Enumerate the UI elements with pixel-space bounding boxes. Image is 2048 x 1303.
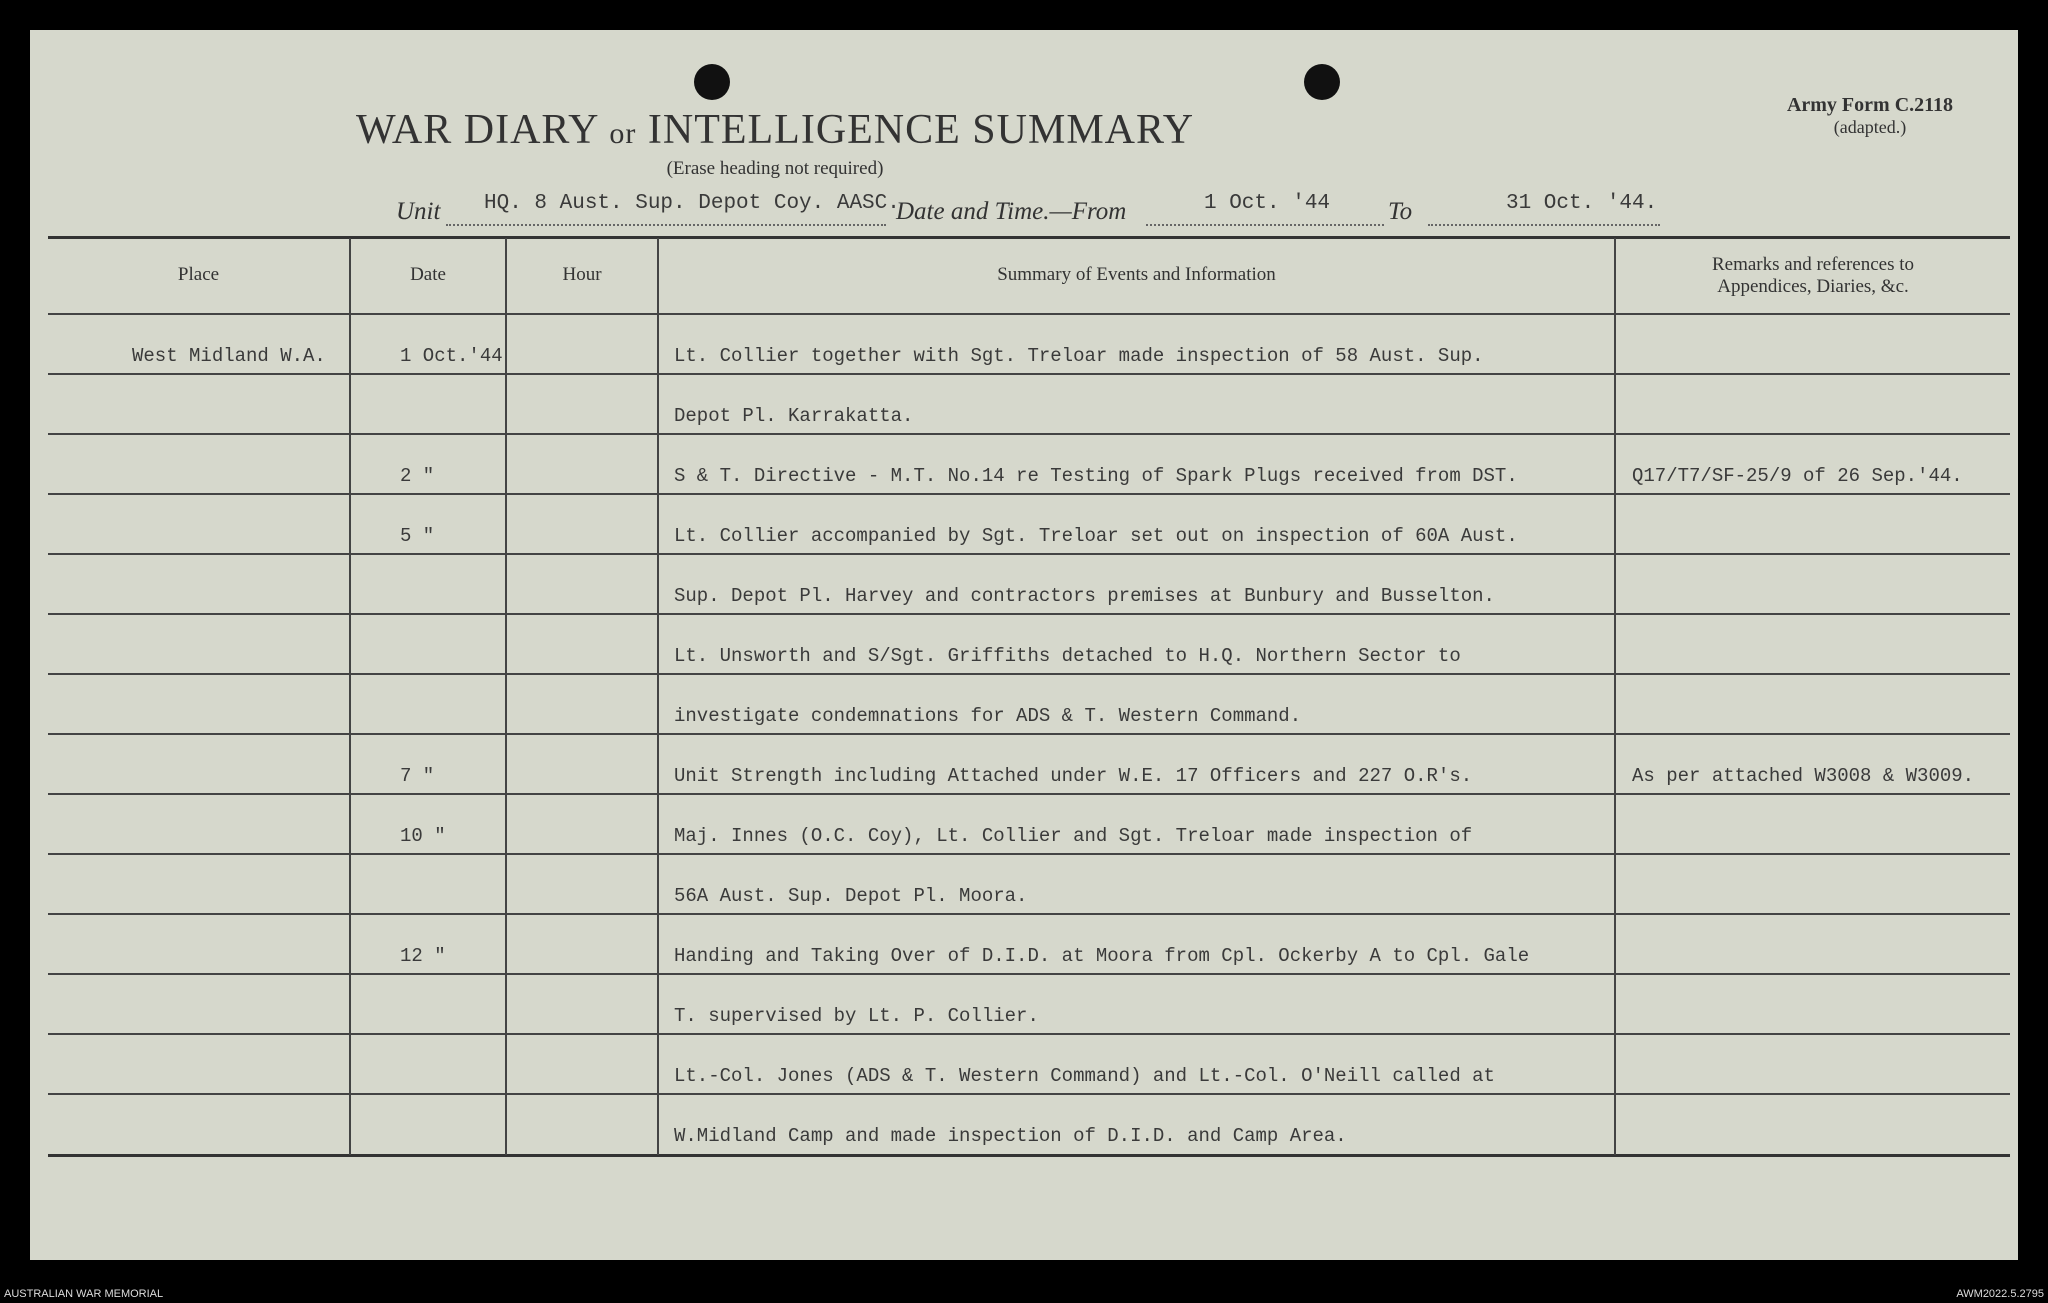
entry-summary: Maj. Innes (O.C. Coy), Lt. Collier and Sgt. Treloar made inspection of xyxy=(674,825,1473,847)
table-bottom-rule xyxy=(48,1154,2010,1157)
column-header-place: Place xyxy=(177,264,220,285)
row-rule xyxy=(48,853,2010,855)
entry-summary: Lt. Unsworth and S/Sgt. Griffiths detached to H.Q. Northern Sector to xyxy=(674,645,1461,667)
row-rule xyxy=(48,973,2010,975)
row-rule xyxy=(48,673,2010,675)
row-rule xyxy=(48,1093,2010,1095)
army-form-note: (adapted.) xyxy=(1833,117,1907,137)
unit-dotted-line xyxy=(446,224,886,226)
punch-hole-left xyxy=(694,64,730,100)
row-rule xyxy=(48,613,2010,615)
entry-summary: Sup. Depot Pl. Harvey and contractors premises at Bunbury and Busselton. xyxy=(674,585,1495,607)
title-or: or xyxy=(609,117,637,150)
column-header-hour: Hour xyxy=(562,264,602,285)
entry-date: 10 " xyxy=(400,825,446,847)
col-divider-date-hour xyxy=(505,238,507,1155)
remarks-header-line-1: Remarks and references to xyxy=(1711,254,1915,275)
entry-date: 2 " xyxy=(400,465,435,487)
to-label: To xyxy=(1388,198,1413,225)
date-time-label: Date and Time.—From xyxy=(896,198,1127,225)
row-rule xyxy=(48,373,2010,375)
date-from-dotted-line xyxy=(1146,224,1384,226)
entry-date: 1 Oct.'44 xyxy=(400,345,503,367)
col-divider-summary-remarks xyxy=(1614,238,1616,1155)
col-divider-place-date xyxy=(349,238,351,1155)
entry-summary: Lt. Collier accompanied by Sgt. Treloar set out on inspection of 60A Aust. xyxy=(674,525,1518,547)
column-header-remarks xyxy=(1616,254,2010,298)
date-from-value: 1 Oct. '44 xyxy=(1204,192,1331,215)
page-subtitle: (Erase heading not required) xyxy=(666,158,884,179)
page-title xyxy=(0,106,1550,154)
footer-right: AWM2022.5.2795 xyxy=(1956,1288,2044,1300)
unit-label: Unit xyxy=(396,198,441,225)
title-war-diary: WAR DIARY xyxy=(355,107,598,153)
row-rule xyxy=(48,553,2010,555)
column-header-summary: Summary of Events and Information xyxy=(997,264,1276,285)
entry-summary: W.Midland Camp and made inspection of D.I.D. and Camp Area. xyxy=(674,1125,1347,1147)
entry-summary: S & T. Directive - M.T. No.14 re Testing of Spark Plugs received from DST. xyxy=(674,465,1518,487)
unit-value: HQ. 8 Aust. Sup. Depot Coy. AASC. xyxy=(484,192,900,215)
entry-date: 5 " xyxy=(400,525,435,547)
title-intelligence-summary: INTELLIGENCE SUMMARY xyxy=(647,107,1195,153)
entry-summary: Depot Pl. Karrakatta. xyxy=(674,405,914,427)
row-rule xyxy=(48,493,2010,495)
entry-place: West Midland W.A. xyxy=(132,345,326,367)
date-to-value: 31 Oct. '44. xyxy=(1506,192,1658,215)
row-rule xyxy=(48,913,2010,915)
entry-summary: Unit Strength including Attached under W.E. 17 Officers and 227 O.R's. xyxy=(674,765,1473,787)
entry-summary: investigate condemnations for ADS & T. Western Command. xyxy=(674,705,1302,727)
header-bottom-rule xyxy=(48,313,2010,315)
table-top-rule xyxy=(48,236,2010,239)
row-rule xyxy=(48,793,2010,795)
remarks-header-line-2: Appendices, Diaries, &c. xyxy=(1717,276,1909,297)
entry-summary: 56A Aust. Sup. Depot Pl. Moora. xyxy=(674,885,1028,907)
entry-summary: Lt.-Col. Jones (ADS & T. Western Command) and Lt.-Col. O'Neill called at xyxy=(674,1065,1495,1087)
army-form-label xyxy=(1760,94,1980,138)
entry-summary: Handing and Taking Over of D.I.D. at Moora from Cpl. Ockerby A to Cpl. Gale xyxy=(674,945,1530,967)
entry-summary: T. supervised by Lt. P. Collier. xyxy=(674,1005,1039,1027)
row-rule xyxy=(48,433,2010,435)
row-rule xyxy=(48,1033,2010,1035)
row-rule xyxy=(48,733,2010,735)
date-to-dotted-line xyxy=(1428,224,1660,226)
entry-summary: Lt. Collier together with Sgt. Treloar made inspection of 58 Aust. Sup. xyxy=(674,345,1484,367)
entry-date: 7 " xyxy=(400,765,435,787)
entry-remarks: As per attached W3008 & W3009. xyxy=(1632,765,1975,787)
col-divider-hour-summary xyxy=(657,238,659,1155)
punch-hole-right xyxy=(1304,64,1340,100)
footer-left: AUSTRALIAN WAR MEMORIAL xyxy=(4,1288,164,1300)
army-form-number: Army Form C.2118 xyxy=(1786,94,1954,116)
column-header-date: Date xyxy=(410,264,446,285)
entry-remarks: Q17/T7/SF-25/9 of 26 Sep.'44. xyxy=(1632,465,1963,487)
entry-date: 12 " xyxy=(400,945,446,967)
